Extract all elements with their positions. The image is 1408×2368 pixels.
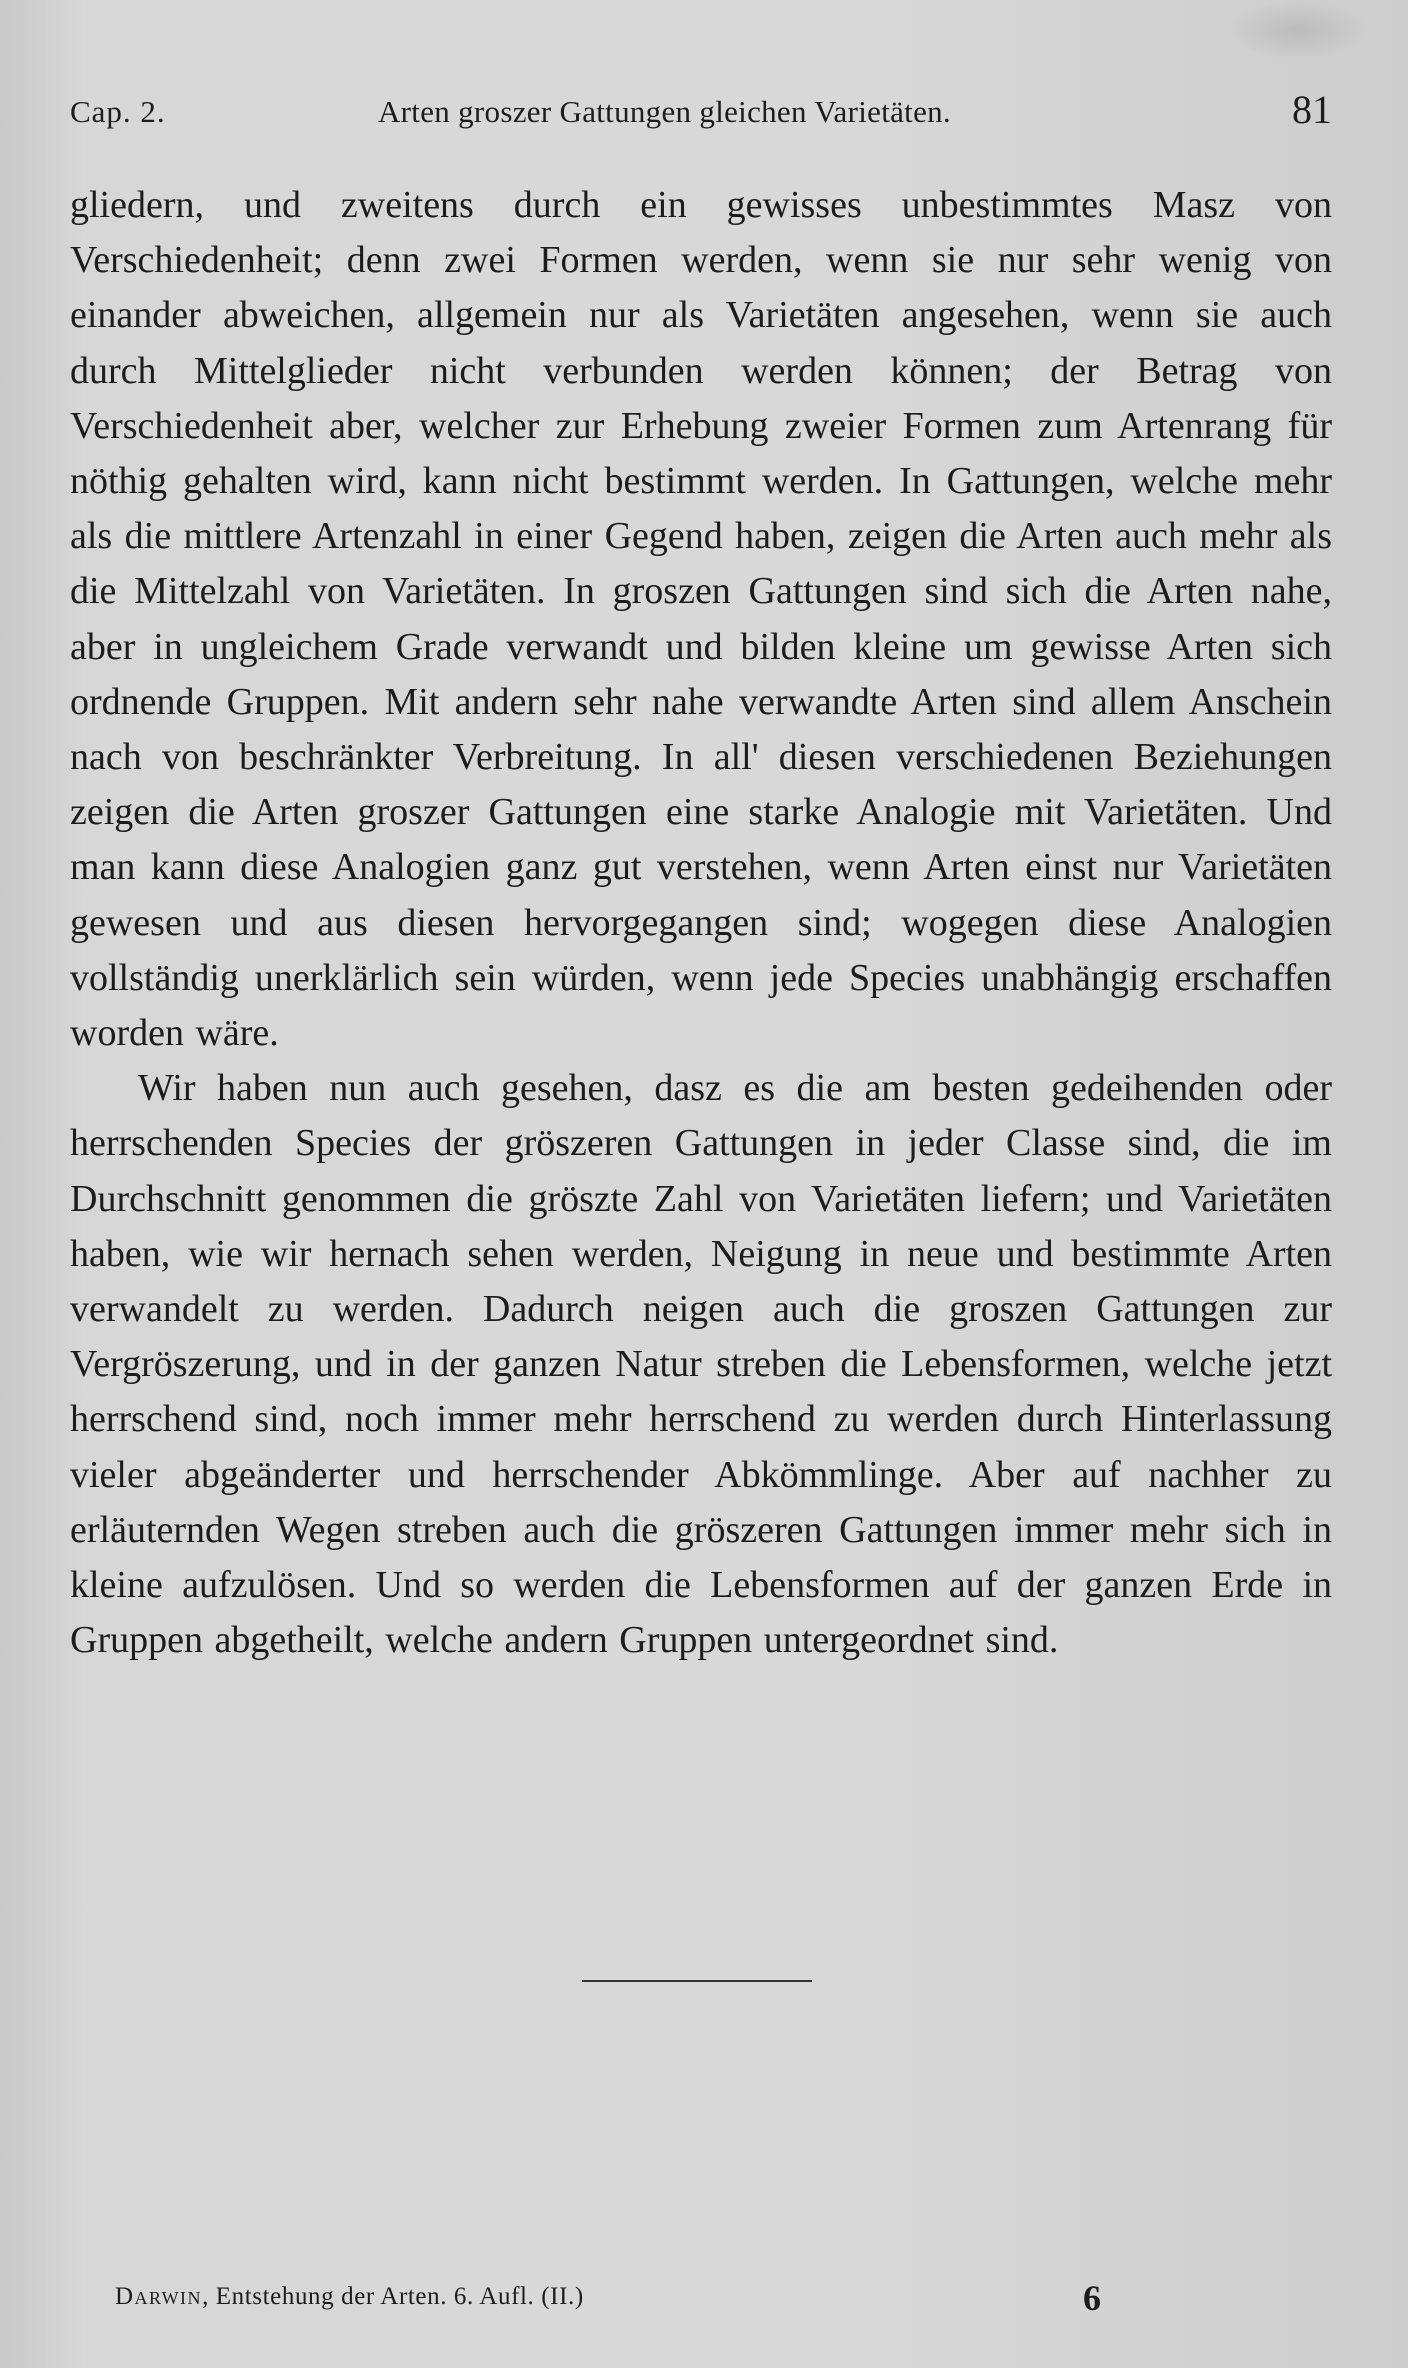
chapter-label: Cap. 2. [70,94,166,129]
page-footer [115,2275,1115,2325]
footer-author: Darwin [115,2283,203,2310]
paragraph-1: gliedern, und zweitens durch ein gewisses unbestimmtes Masz von Verschiedenheit; denn zwei Formen werden, wenn sie nur sehr wenig von einander abweichen, allgemein nur als Varietäten angesehen, wenn sie auch durch Mittelglieder nicht verbunden werden können; der Betrag von Verschiedenheit aber, welcher zur Erhebung zweier Formen zum Artenrang für nöthig gehalten wird, kann nicht bestimmt werden. In Gattungen, welche mehr als die mittlere Artenzahl in einer Gegend haben, zeigen die Arten auch mehr als die Mittelzahl von Varietäten. In groszen Gattungen sind sich die Arten nahe, aber in ungleichem Grade verwandt und bilden kleine um gewisse Arten sich ordnende Gruppen. Mit andern sehr nahe verwandte Arten sind allem Anschein nach von beschränkter Verbreitung. In all' diesen verschiedenen Beziehungen zeigen die Arten groszer Gattungen eine starke Analogie mit Varietäten. Und man kann diese Analogien ganz gut verstehen, wenn Arten einst nur Varietäten gewesen und aus diesen hervorgegangen sind; wogegen diese Analogien vollständig unerklärlich sein würden, wenn jede Species unabhängig erschaffen worden wäre. [70,184,1332,1055]
body-text [70,178,1332,1668]
page-number: 81 [1292,87,1332,132]
running-head [70,86,1332,146]
section-divider [582,1980,812,1982]
running-title: Arten groszer Gattungen gleichen Varietäten. [378,94,951,129]
footer-title: , Entstehung der Arten. 6. Aufl. (II.) [202,2283,584,2310]
paragraph-2: Wir haben nun auch gesehen, dasz es die am besten gedeihenden oder herrschenden Species der gröszeren Gattungen in jeder Classe sind, die im Durchschnitt genommen die gröszte Zahl von Varietäten liefern; und Varietäten haben, wie wir hernach sehen werden, Neigung in neue und bestimmte Arten verwandelt zu werden. Dadurch neigen auch die groszen Gattungen zur Vergröszerung, und in der ganzen Natur streben die Lebensformen, welche jetzt herrschend sind, noch immer mehr herrschend zu werden durch Hinterlassung vieler abgeänderter und herrschender Abkömmlinge. Aber auf nachher zu erläuternden Wegen streben auch die gröszeren Gattungen immer mehr sich in kleine aufzulösen. Und so werden die Lebensformen auf der ganzen Erde in Gruppen abgetheilt, welche andern Gruppen untergeordnet sind. [70,1067,1332,1662]
page-smudge [1228,0,1368,60]
footer-imprint [115,2283,584,2311]
signature-mark: 6 [1083,2278,1101,2318]
